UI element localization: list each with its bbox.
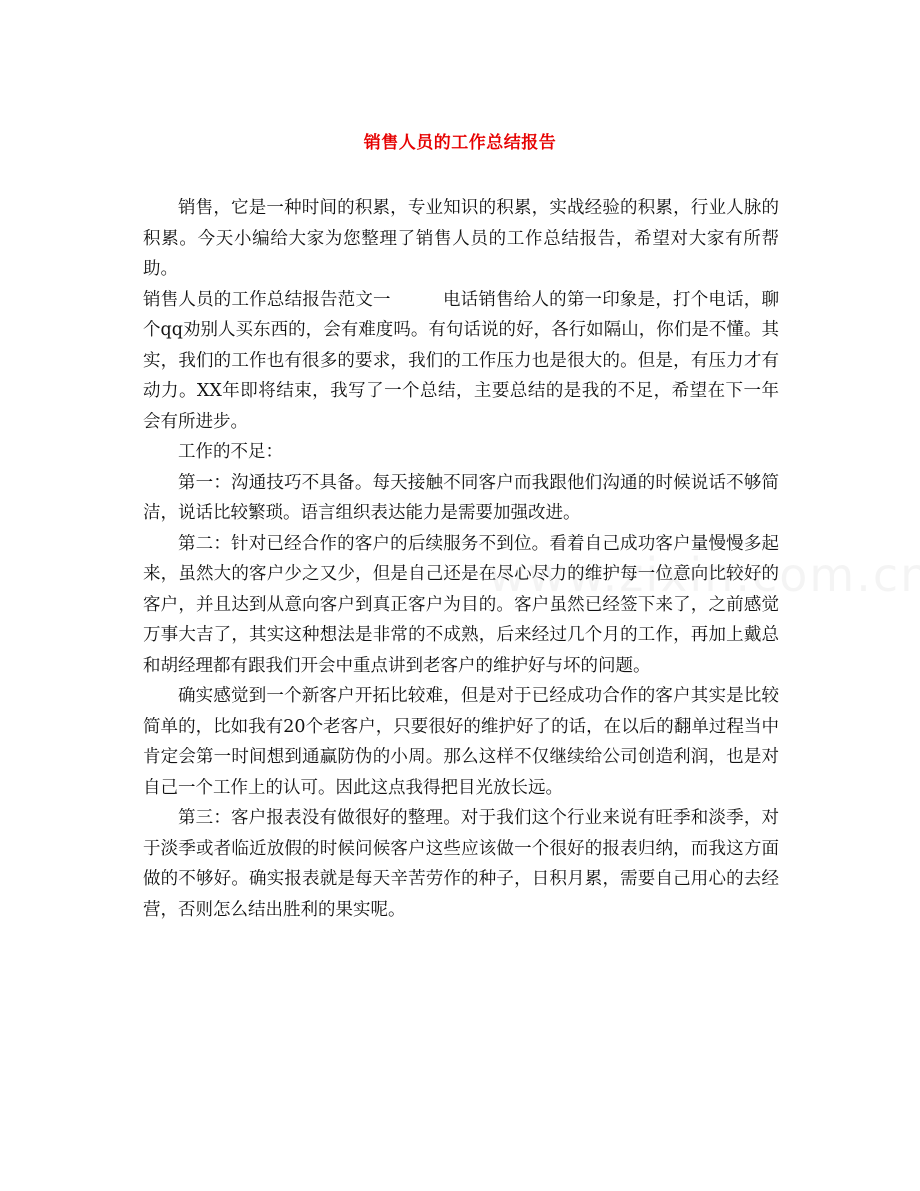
section-heading: 销售人员的工作总结报告范文一: [143, 289, 391, 310]
paragraph-new-customers: 确实感觉到一个新客户开拓比较难，但是对于已经成功合作的客户其实是比较简单的，比如我有20个老客户，只要很好的维护好了的话，在以后的翻单过程当中肯定会第一时间想到通赢防伪的小周。那么这样不仅继续给公司创造利润，也是对自己一个工作上的认可。因此这点我得把目光放长远。: [143, 686, 779, 798]
paragraph-point-two: 第二：针对已经合作的客户的后续服务不到位。看着自己成功客户量慢慢多起来，虽然大的客户少之又少，但是自己还是在尽心尽力的维护每一位意向比较好的客户，并且达到从意向客户到真正客户为目的。客户虽然已经签下来了，之前感觉万事大吉了，其实这种想法是非常的不成熟，后来经过几个月的工作，再加上戴总和胡经理都有跟我们开会中重点讲到老客户的维护好与坏的问题。: [143, 533, 779, 676]
paragraph-shortcomings-heading: 工作的不足：: [178, 442, 283, 462]
paragraph-point-three: 第三：客户报表没有做很好的整理。对于我们这个行业来说有旺季和淡季，对于淡季或者临近放假的时候问候客户这些应该做一个很好的报表归纳，而我这方面做的不够好。确实报表就是每天辛苦劳作的种子，日积月累，需要自己用心的去经营，否则怎么结出胜利的果实呢。: [143, 808, 779, 920]
paragraph-point-one: 第一：沟通技巧不具备。每天接触不同客户而我跟他们沟通的时候说话不够简洁，说话比较繁琐。语言组织表达能力是需要加强改进。: [143, 472, 779, 523]
paragraph-section-one: [143, 285, 779, 438]
document-title: 销售人员的工作总结报告: [363, 133, 557, 153]
paragraph-intro: 销售，它是一种时间的积累，专业知识的积累，实战经验的积累，行业人脉的积累。今天小编给大家为您整理了销售人员的工作总结报告，希望对大家有所帮助。: [143, 198, 779, 279]
document-body: [143, 193, 779, 925]
section-text: 电话销售给人的第一印象是，打个电话，聊个qq劝别人买东西的，会有难度吗。有句话说的好，各行如隔山，你们是不懂。其实，我们的工作也有很多的要求，我们的工作压力也是很大的。但是，有压力才有动力。XX年即将结束，我写了一个总结，主要总结的是我的不足，希望在下一年会有所进步。: [143, 289, 780, 432]
